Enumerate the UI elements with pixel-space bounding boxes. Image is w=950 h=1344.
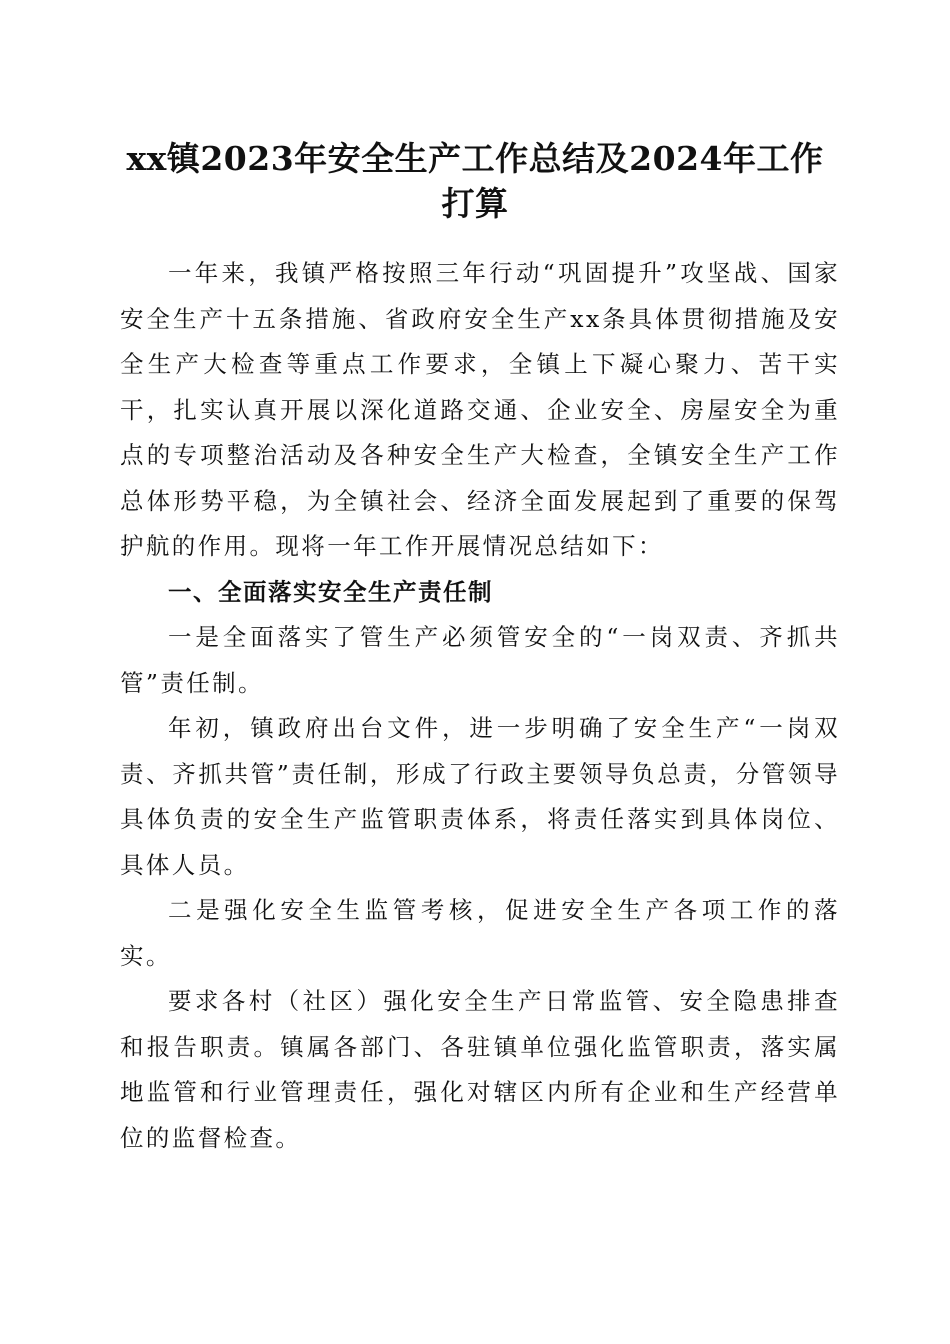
intro-paragraph: 一年来，我镇严格按照三年行动“巩固提升”攻坚战、国家安全生产十五条措施、省政府安全生产xx条具体贯彻措施及安全生产大检查等重点工作要求，全镇上下凝心聚力、苦干实干，扎实认真开展以深化道路交通、企业安全、房屋安全为重点的专项整治活动及各种安全生产大检查，全镇安全生产工作总体形势平稳，为全镇社会、经济全面发展起到了重要的保驾护航的作用。现将一年工作开展情况总结如下：: [120, 259, 840, 560]
point-two-body: 要求各村（社区）强化安全生产日常监管、安全隐患排查和报告职责。镇属各部门、各驻镇单位强化监管职责，落实属地监管和行业管理责任，强化对辖区内所有企业和生产经营单位的监督检查。: [120, 987, 840, 1152]
title-line-2: 打算: [441, 184, 509, 223]
section-heading-1: 一、全面落实安全生产责任制: [168, 577, 493, 606]
title-line-1: xx镇2023年安全生产工作总结及2024年工作: [126, 139, 824, 178]
point-two-heading: 二是强化安全生监管考核，促进安全生产各项工作的落实。: [120, 896, 840, 970]
document-body: [120, 251, 840, 1161]
point-one-body: 年初，镇政府出台文件，进一步明确了安全生产“一岗双责、齐抓共管”责任制，形成了行政主要领导负总责，分管领导具体负责的安全生产监管职责体系，将责任落实到具体岗位、具体人员。: [120, 714, 840, 879]
document-title: [100, 136, 850, 226]
point-one-heading: 一是全面落实了管生产必须管安全的“一岗双责、齐抓共管”责任制。: [120, 623, 840, 697]
